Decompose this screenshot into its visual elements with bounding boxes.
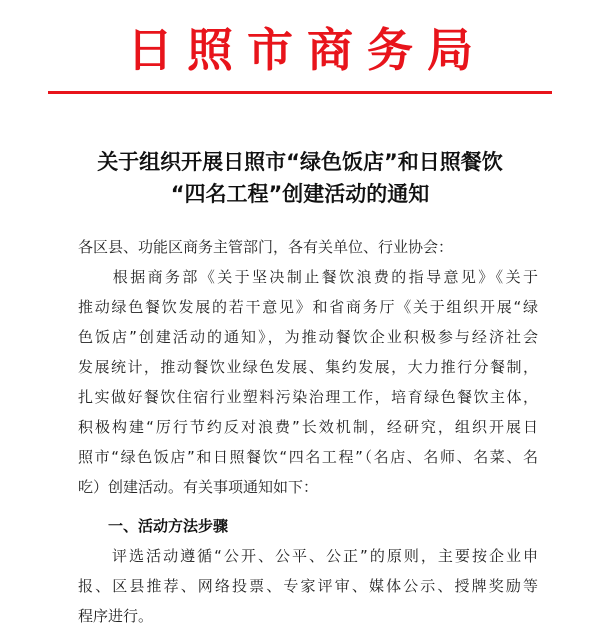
document-title-line-1: 关于组织开展日照市“绿色饭店”和日照餐饮	[97, 150, 503, 174]
salutation: 各区县、功能区商务主管部门，各有关单位、行业协会：	[78, 238, 454, 256]
paragraph-line: 推动绿色餐饮发展的若干意见》和省商务厅《关于组织开展“绿	[78, 298, 538, 316]
paragraph-line: 色饭店”创建活动的通知》，为推动餐饮企业积极参与经济社会	[78, 328, 538, 346]
paragraph-line: 程序进行。	[78, 607, 154, 625]
paragraph-line: 报、区县推荐、网络投票、专家评审、媒体公示、授牌奖励等	[78, 577, 538, 595]
document-title-line-2: “四名工程”创建活动的通知	[170, 182, 430, 206]
paragraph-line: 发展统计，推动餐饮业绿色发展、集约发展，大力推行分餐制，	[78, 358, 538, 376]
section-heading: 一、活动方法步骤	[108, 517, 229, 535]
paragraph-line: 根据商务部《关于坚决制止餐饮浪费的指导意见》《关于	[78, 268, 538, 286]
paragraph-line: 评选活动遵循“公开、公平、公正”的原则，主要按企业申	[78, 547, 538, 565]
letterhead-org-name: 日照市商务局	[127, 23, 487, 77]
paragraph-line: 扎实做好餐饮住宿行业塑料污染治理工作，培育绿色餐饮主体，	[78, 388, 538, 406]
paragraph-line: 照市“绿色饭店”和日照餐饮“四名工程”（名店、名师、名菜、名	[78, 448, 538, 466]
paragraph-line: 积极构建“厉行节约反对浪费”长效机制，经研究，组织开展日	[78, 418, 538, 436]
paragraph-line: 吃）创建活动。有关事项通知如下：	[78, 478, 319, 496]
section-1-body	[78, 541, 538, 631]
letterhead-red-rule	[48, 91, 552, 94]
paragraph-1	[78, 262, 538, 502]
